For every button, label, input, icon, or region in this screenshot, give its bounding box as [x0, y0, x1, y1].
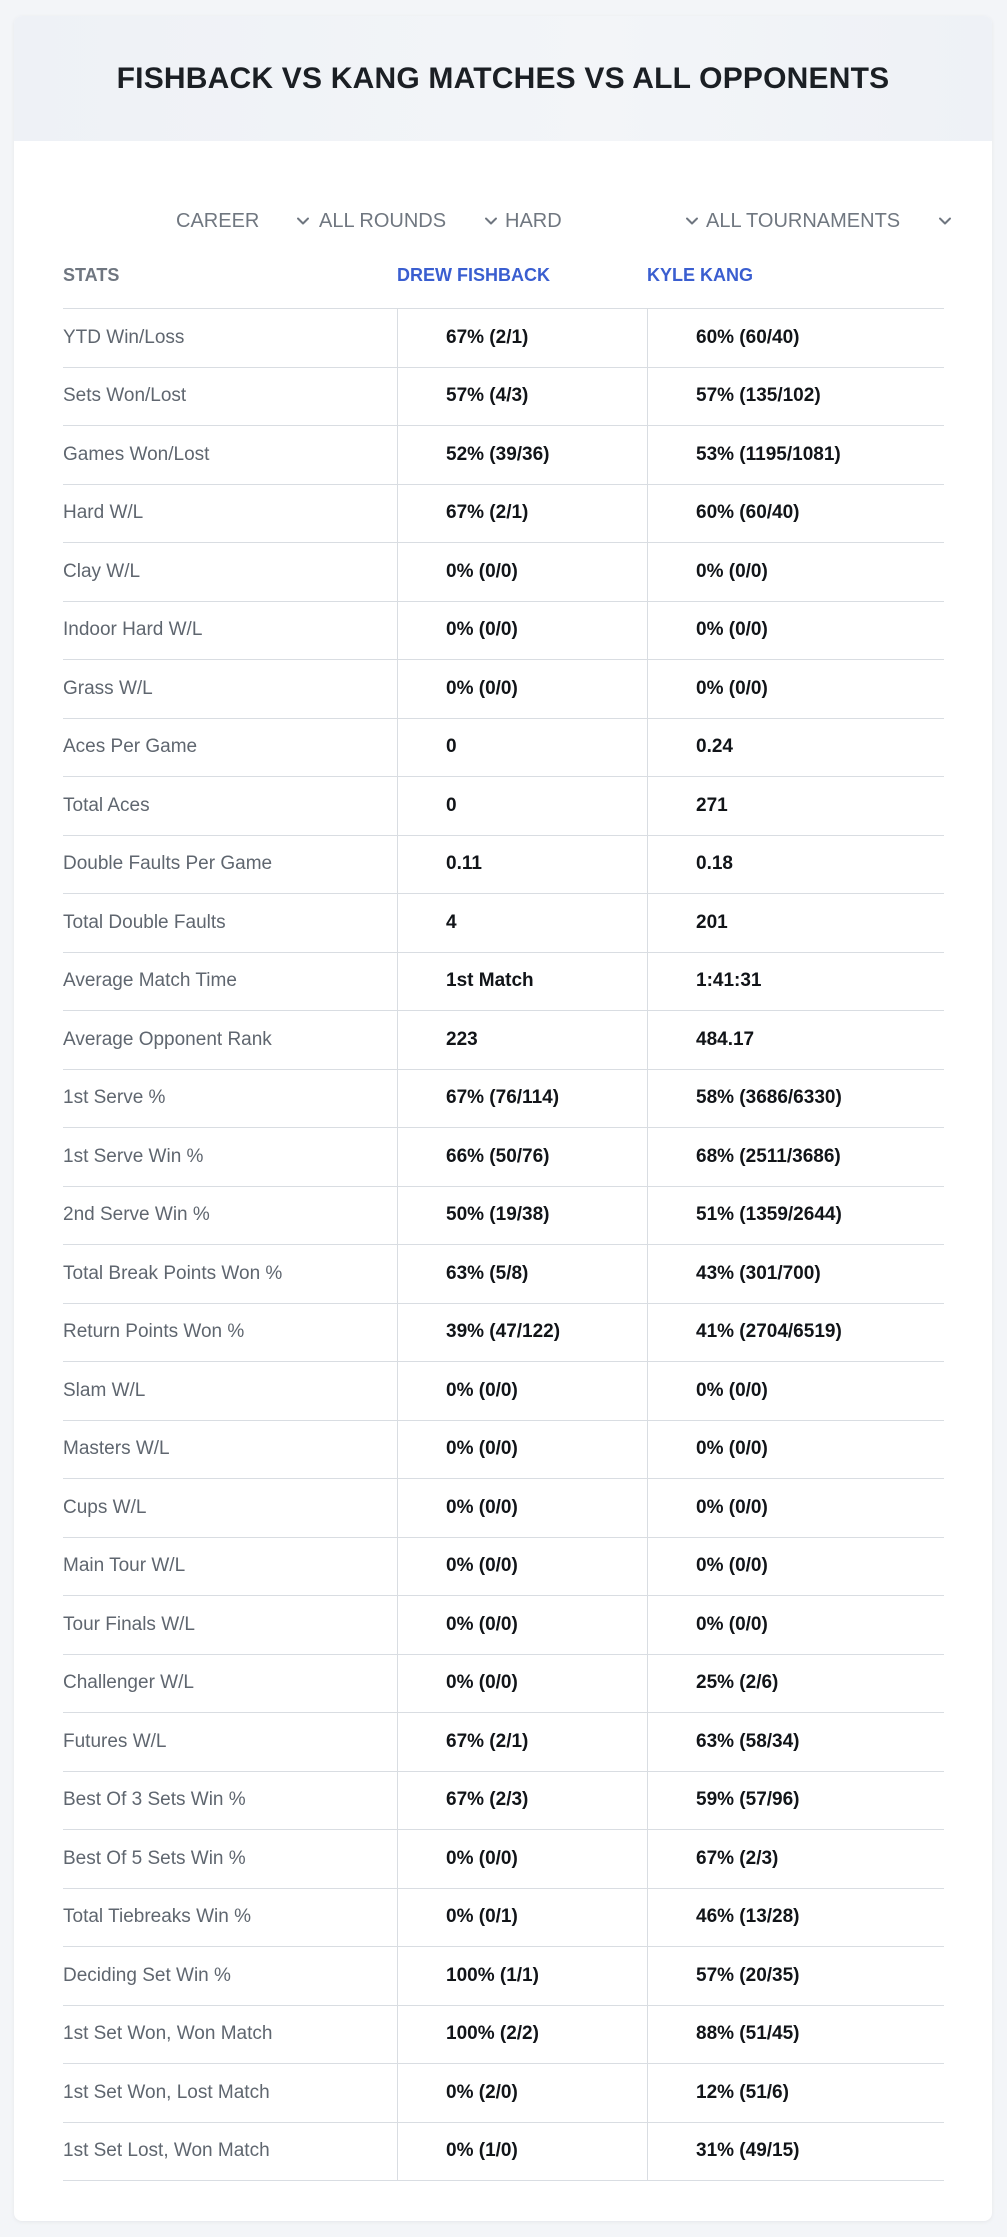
- stat-label: Challenger W/L: [63, 1672, 194, 1694]
- player1-value: 57% (4/3): [397, 368, 647, 426]
- stat-label: Sets Won/Lost: [63, 385, 187, 407]
- table-row: [63, 1772, 944, 1831]
- player1-value: 0% (0/0): [397, 1655, 647, 1713]
- player2-value: 1:41:31: [647, 953, 944, 1011]
- stat-label: 1st Set Won, Lost Match: [63, 2081, 270, 2103]
- player2-value: 0% (0/0): [647, 1479, 944, 1537]
- stat-label: Average Match Time: [63, 970, 237, 992]
- table-row: [63, 1362, 944, 1421]
- player2-value: 271: [647, 777, 944, 835]
- table-row: [63, 1538, 944, 1597]
- stat-label: 1st Serve Win %: [63, 1145, 204, 1167]
- table-row: [63, 1947, 944, 2006]
- table-row: [63, 777, 944, 836]
- table-row: [63, 1479, 944, 1538]
- stat-label: Clay W/L: [63, 560, 141, 582]
- filter-label: ALL TOURNAMENTS: [706, 209, 901, 232]
- player1-link[interactable]: DREW FISHBACK: [397, 264, 550, 285]
- player1-value: 0% (2/0): [397, 2064, 647, 2122]
- table-row: [63, 1713, 944, 1772]
- table-row: [63, 1830, 944, 1889]
- stat-label: Total Tiebreaks Win %: [63, 1906, 251, 1928]
- table-row: [63, 2123, 944, 2182]
- player2-link[interactable]: KYLE KANG: [647, 264, 754, 285]
- stat-label: Total Double Faults: [63, 911, 226, 933]
- player1-value: 0: [397, 777, 647, 835]
- stat-label: Main Tour W/L: [63, 1555, 186, 1577]
- table-row: [63, 1128, 944, 1187]
- player2-value: 68% (2511/3686): [647, 1128, 944, 1186]
- table-row: [63, 894, 944, 953]
- player1-value: 67% (2/1): [397, 1713, 647, 1771]
- stat-label: Best Of 5 Sets Win %: [63, 1847, 246, 1869]
- chevron-down-icon: [684, 213, 700, 229]
- table-row: [63, 602, 944, 661]
- player1-value: 66% (50/76): [397, 1128, 647, 1186]
- player2-value: 58% (3686/6330): [647, 1070, 944, 1128]
- player2-value: 0% (0/0): [647, 1538, 944, 1596]
- player2-value: 0% (0/0): [647, 1362, 944, 1420]
- chevron-down-icon: [483, 213, 499, 229]
- player2-value: 88% (51/45): [647, 2006, 944, 2064]
- player1-value: 63% (5/8): [397, 1245, 647, 1303]
- player1-value: 0% (0/0): [397, 1538, 647, 1596]
- table-row: [63, 1304, 944, 1363]
- player1-value: 0% (0/0): [397, 1479, 647, 1537]
- player1-value: 100% (2/2): [397, 2006, 647, 2064]
- player1-value: 0% (0/0): [397, 660, 647, 718]
- stat-label: Hard W/L: [63, 502, 144, 524]
- player2-value: 0% (0/0): [647, 543, 944, 601]
- player2-value: 0% (0/0): [647, 660, 944, 718]
- player1-value: 223: [397, 1011, 647, 1069]
- player1-value: 67% (2/1): [397, 309, 647, 367]
- player2-value: 12% (51/6): [647, 2064, 944, 2122]
- player2-value: 60% (60/40): [647, 485, 944, 543]
- table-row: [63, 1245, 944, 1304]
- player2-value: 60% (60/40): [647, 309, 944, 367]
- table-row: [63, 1655, 944, 1714]
- stat-label: Tour Finals W/L: [63, 1613, 195, 1635]
- stat-label: Return Points Won %: [63, 1321, 245, 1343]
- player1-value: 39% (47/122): [397, 1304, 647, 1362]
- player1-value: 0% (0/0): [397, 1421, 647, 1479]
- stat-label: Masters W/L: [63, 1438, 170, 1460]
- stat-label: YTD Win/Loss: [63, 326, 185, 348]
- table-row: [63, 543, 944, 602]
- stat-label: Deciding Set Win %: [63, 1964, 231, 1986]
- player2-value: 0% (0/0): [647, 1596, 944, 1654]
- player2-value: 0.24: [647, 719, 944, 777]
- player2-value: 57% (135/102): [647, 368, 944, 426]
- player2-value: 0% (0/0): [647, 1421, 944, 1479]
- page-title: FISHBACK VS KANG MATCHES VS ALL OPPONENTS: [116, 61, 890, 95]
- stat-label: Average Opponent Rank: [63, 1028, 272, 1050]
- player1-value: 0% (1/0): [397, 2123, 647, 2181]
- stat-label: Futures W/L: [63, 1730, 167, 1752]
- stat-label: 1st Serve %: [63, 1087, 166, 1109]
- player2-value: 31% (49/15): [647, 2123, 944, 2181]
- player1-value: 0% (0/0): [397, 1830, 647, 1888]
- stat-label: 2nd Serve Win %: [63, 1204, 210, 1226]
- table-row: [63, 953, 944, 1012]
- stat-label: Slam W/L: [63, 1379, 146, 1401]
- stat-label: 1st Set Won, Won Match: [63, 2023, 273, 2045]
- stat-label: Total Aces: [63, 794, 150, 816]
- filter-label: HARD: [505, 209, 562, 232]
- table-row: [63, 309, 944, 368]
- table-row: [63, 368, 944, 427]
- player2-value: 57% (20/35): [647, 1947, 944, 2005]
- player1-value: 0.11: [397, 836, 647, 894]
- stats-card: [14, 16, 992, 2221]
- player1-value: 67% (2/1): [397, 485, 647, 543]
- player2-value: 67% (2/3): [647, 1830, 944, 1888]
- table-row: [63, 426, 944, 485]
- player2-value: 201: [647, 894, 944, 952]
- table-body: [63, 309, 944, 2181]
- stats-column-header: STATS: [63, 264, 120, 285]
- player1-value: 67% (76/114): [397, 1070, 647, 1128]
- table-row: [63, 1011, 944, 1070]
- table-row: [63, 2064, 944, 2123]
- filter-label: CAREER: [176, 209, 260, 232]
- player1-value: 50% (19/38): [397, 1187, 647, 1245]
- player2-value: 43% (301/700): [647, 1245, 944, 1303]
- player1-value: 0: [397, 719, 647, 777]
- table-row: [63, 2006, 944, 2065]
- chevron-down-icon: [295, 213, 311, 229]
- stat-label: Games Won/Lost: [63, 443, 210, 465]
- player2-value: 53% (1195/1081): [647, 426, 944, 484]
- player2-value: 63% (58/34): [647, 1713, 944, 1771]
- player1-value: 4: [397, 894, 647, 952]
- player1-value: 1st Match: [397, 953, 647, 1011]
- stat-label: Aces Per Game: [63, 736, 198, 758]
- stat-label: 1st Set Lost, Won Match: [63, 2140, 270, 2162]
- filter-label: ALL ROUNDS: [319, 209, 447, 232]
- player1-value: 0% (0/0): [397, 543, 647, 601]
- player1-value: 67% (2/3): [397, 1772, 647, 1830]
- table-row: [63, 660, 944, 719]
- table-row: [63, 1889, 944, 1948]
- player2-value: 46% (13/28): [647, 1889, 944, 1947]
- stat-label: Grass W/L: [63, 677, 153, 699]
- player2-value: 41% (2704/6519): [647, 1304, 944, 1362]
- table-row: [63, 1070, 944, 1129]
- player1-value: 52% (39/36): [397, 426, 647, 484]
- table-row: [63, 1421, 944, 1480]
- stats-table: [63, 241, 944, 2181]
- stat-label: Best Of 3 Sets Win %: [63, 1789, 246, 1811]
- player2-value: 484.17: [647, 1011, 944, 1069]
- table-row: [63, 836, 944, 895]
- table-header-row: [63, 241, 944, 309]
- player1-value: 0% (0/0): [397, 602, 647, 660]
- player2-value: 0% (0/0): [647, 602, 944, 660]
- player2-value: 0.18: [647, 836, 944, 894]
- player1-value: 100% (1/1): [397, 1947, 647, 2005]
- chevron-down-icon: [937, 213, 953, 229]
- player2-value: 51% (1359/2644): [647, 1187, 944, 1245]
- table-row: [63, 1187, 944, 1246]
- player1-value: 0% (0/0): [397, 1596, 647, 1654]
- table-row: [63, 719, 944, 778]
- stat-label: Double Faults Per Game: [63, 853, 273, 875]
- table-row: [63, 1596, 944, 1655]
- stat-label: Cups W/L: [63, 1496, 147, 1518]
- player2-value: 59% (57/96): [647, 1772, 944, 1830]
- table-row: [63, 485, 944, 544]
- player1-value: 0% (0/1): [397, 1889, 647, 1947]
- stat-label: Indoor Hard W/L: [63, 619, 203, 641]
- player1-value: 0% (0/0): [397, 1362, 647, 1420]
- card-header: [14, 16, 992, 141]
- stat-label: Total Break Points Won %: [63, 1262, 283, 1284]
- player2-value: 25% (2/6): [647, 1655, 944, 1713]
